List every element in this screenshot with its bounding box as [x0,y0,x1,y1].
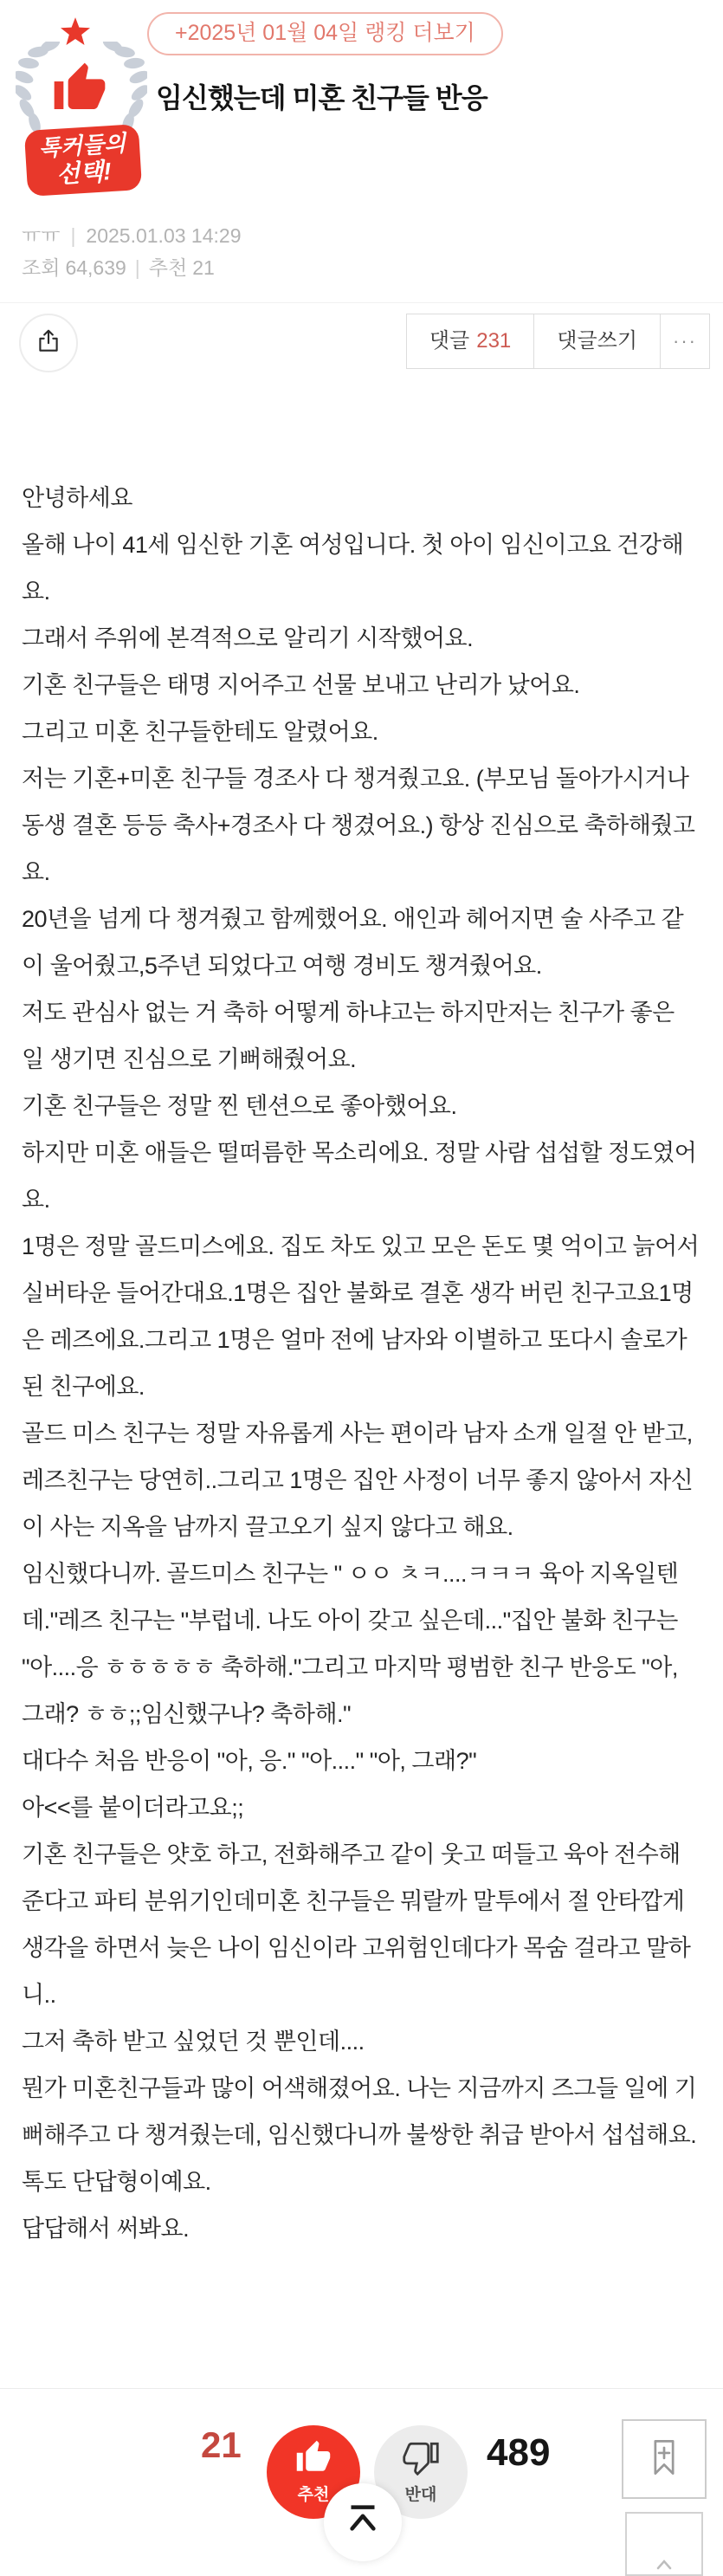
body-paragraph: 임신했다니까. 골드미스 친구는 " ㅇㅇ ㅊㅋ....ㅋㅋㅋ 육아 지옥일텐데."레즈 친구는 "부럽네. 나도 아이 갖고 싶은데..."집안 불화 친구는 "아....응 ㅎㅎㅎㅎㅎ 축하해."그리고 마지막 평범한 친구 반응도 "아, 그래? ㅎㅎ;;임신했구나? 축하해." [22,1561,679,1727]
post-date: 2025.01.03 14:29 [86,224,242,247]
author-name: ㅠㅠ [22,224,61,247]
body-paragraph: 톡도 단답형이예요. [22,2169,211,2195]
body-paragraph: 골드 미스 친구는 정말 자유롭게 사는 편이라 남자 소개 일절 안 받고, 레즈친구는 당연히..그리고 1명은 집안 사정이 너무 좋지 않아서 자신이 사는 지옥을 남까지 끌고오기 싶지 않다고 해요. [22,1421,694,1540]
body-paragraph: 기혼 친구들은 얏호 하고, 전화해주고 같이 웃고 떠들고 육아 전수해준다고 파티 분위기인데미혼 친구들은 뭐랄까 말투에서 절 안타깝게 생각을 하면서 늦은 나이 임신이라 고위험인데다가 목숨 걸라고 말하니.. [22,1841,691,2008]
vote-section [0,2388,723,2532]
body-paragraph: 저도 관심사 없는 거 축하 어떻게 하냐고는 하지만저는 친구가 좋은 일 생기면 진심으로 기뻐해줬어요. [22,1000,675,1072]
share-button[interactable] [19,314,78,372]
share-icon [35,327,62,359]
secondary-side-button[interactable] [625,2512,703,2576]
downvote-label: 반대 [404,2486,437,2504]
comments-button[interactable] [406,314,534,369]
talkers-choice-label: 톡커들의 선택! [24,124,142,197]
author-row [22,220,241,249]
thumbs-up-icon [52,61,107,120]
body-paragraph: 올해 나이 41세 임신한 기혼 여성입니다. 첫 아이 임신이고요 건강해요. [22,532,684,605]
comments-label: 댓글 [429,329,470,353]
body-paragraph: 안녕하세요 [22,485,132,511]
post-body [0,475,723,2252]
bookmark-button[interactable] [622,2419,707,2499]
bookmark-plus-icon [645,2438,683,2481]
body-paragraph: 그래서 주위에 본격적으로 알리기 시작했어요. [22,625,474,651]
footer-divider [0,2388,723,2389]
upvote-count: 21 [201,2424,242,2465]
views-value: 64,639 [65,256,126,279]
body-paragraph: 하지만 미혼 애들은 떨떠름한 목소리에요. 정말 사람 섭섭할 정도였어요. [22,1140,697,1213]
body-paragraph: 답답해서 써봐요. [22,2216,190,2242]
arrow-icon [651,2551,677,2574]
body-paragraph: 기혼 친구들은 태명 지어주고 선물 보내고 난리가 났어요. [22,672,580,698]
body-paragraph: 그리고 미혼 친구들한테도 알렸어요. [22,719,378,745]
more-options-button[interactable]: ··· [660,314,710,369]
stats-row [22,252,215,281]
downvote-count: 489 [487,2431,551,2474]
talkers-choice-badge [12,12,151,203]
scroll-to-top-button[interactable] [324,2483,402,2561]
meta-separator: | [134,256,140,279]
body-paragraph: 기혼 친구들은 정말 찐 텐션으로 좋아했어요. [22,1093,457,1119]
comments-count: 231 [476,329,512,353]
body-paragraph: 그저 축하 받고 싶었던 것 뿐인데.... [22,2029,365,2055]
body-paragraph: 뭔가 미혼친구들과 많이 어색해졌어요. 나는 지금까지 즈그들 일에 기뻐해주고 다 챙겨줬는데, 임신했다니까 불쌍한 취급 받아서 섭섭해요. [22,2075,697,2148]
meta-separator: | [70,224,76,247]
header-divider [0,302,723,303]
body-paragraph: 저는 기혼+미혼 친구들 경조사 다 챙겨줬고요. (부모님 돌아가시거나 동생 결혼 등등 축사+경조사 다 챙겼어요.) 항상 진심으로 축하해줬고요. [22,766,695,885]
body-paragraph: 아<<를 붙이더라고요;; [22,1795,244,1821]
arrow-up-icon [347,2502,378,2538]
post-toolbar [407,314,710,369]
thumbs-down-icon [403,2439,439,2480]
write-comment-button[interactable]: 댓글쓰기 [533,314,661,369]
body-paragraph: 대다수 처음 반응이 "아, 응." "아...." "아, 그래?" [22,1748,477,1774]
post-title: 임신했는데 미혼 친구들 반응 [156,82,487,113]
upvote-label: 추천 [297,2486,330,2504]
likes-value: 21 [192,256,215,279]
views-label: 조회 [22,256,61,279]
body-paragraph: 20년을 넘게 다 챙겨줬고 함께했어요. 애인과 헤어지면 술 사주고 같이 울어줬고,5주년 되었다고 여행 경비도 챙겨줬어요. [22,906,684,979]
ranking-more-link[interactable]: +2025년 01월 04일 랭킹 더보기 [147,12,503,55]
body-paragraph: 1명은 정말 골드미스에요. 집도 차도 있고 모은 돈도 몇 억이고 늙어서 실버타운 들어간대요.1명은 집안 불화로 결혼 생각 버린 친구고요1명은 레즈에요.그리고 1명은 얼마 전에 남자와 이별하고 또다시 솔로가 된 친구에요. [22,1233,700,1400]
thumbs-up-icon [295,2439,332,2480]
likes-label: 추천 [148,256,188,279]
